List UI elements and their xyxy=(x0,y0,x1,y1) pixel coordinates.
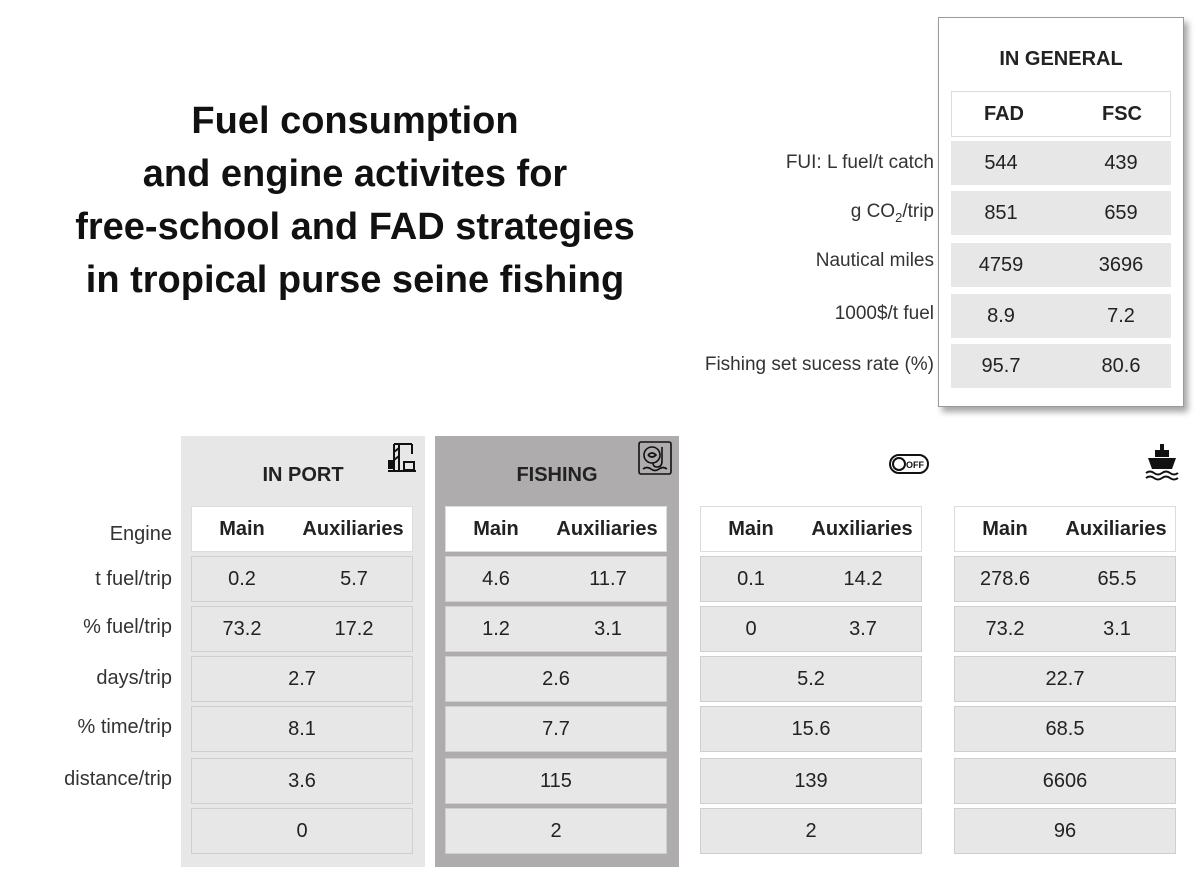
general-row-label xyxy=(851,201,934,225)
engine-header-row xyxy=(445,506,667,552)
value: 2 xyxy=(550,819,562,842)
data-row-distance xyxy=(191,758,413,804)
value: 7.7 xyxy=(542,717,570,740)
value: 5.2 xyxy=(797,667,825,690)
main-value: 0 xyxy=(745,617,757,640)
general-row-label: Nautical miles xyxy=(815,250,934,271)
general-row-label: 1000$/t fuel xyxy=(834,303,934,324)
data-row-pct-time xyxy=(700,706,922,752)
fsc-value: 80.6 xyxy=(1101,354,1141,377)
value: 115 xyxy=(540,769,572,792)
data-row-distance xyxy=(445,758,667,804)
co2-label-tail: /trip xyxy=(902,201,934,222)
crane-icon xyxy=(386,440,418,474)
row-label-t-fuel: t fuel/trip xyxy=(95,568,172,590)
data-row-last xyxy=(954,808,1176,854)
auxiliaries-header: Auxiliaries xyxy=(1065,517,1167,540)
data-row-days xyxy=(445,656,667,702)
row-label-engine: Engine xyxy=(109,523,172,545)
main-value: 0.1 xyxy=(737,567,765,590)
row-label-days: days/trip xyxy=(96,667,172,689)
title-line-3: free-school and FAD strategies xyxy=(75,206,635,248)
auxiliaries-value: 11.7 xyxy=(589,567,627,590)
data-row-t-fuel xyxy=(445,556,667,602)
fsc-header: FSC xyxy=(1102,102,1142,125)
general-row-label: FUI: L fuel/t catch xyxy=(785,152,934,173)
title-line-4: in tropical purse seine fishing xyxy=(85,259,625,301)
auxiliaries-header: Auxiliaries xyxy=(556,517,658,540)
auxiliaries-value: 14.2 xyxy=(843,567,883,590)
fad-value: 544 xyxy=(984,151,1018,174)
data-row-t-fuel xyxy=(191,556,413,602)
auxiliaries-value: 3.1 xyxy=(594,617,622,640)
value: 8.1 xyxy=(288,717,316,740)
auxiliaries-value: 5.7 xyxy=(340,567,368,590)
data-row-t-fuel xyxy=(954,556,1176,602)
general-panel xyxy=(938,17,1184,407)
panel-title: IN PORT xyxy=(262,464,344,486)
value: 15.6 xyxy=(791,717,831,740)
general-row xyxy=(951,344,1171,390)
data-row-days xyxy=(191,656,413,702)
general-row-label: Fishing set sucess rate (%) xyxy=(704,354,934,375)
value: 2 xyxy=(805,819,817,842)
value: 0 xyxy=(296,819,308,842)
auxiliaries-value: 17.2 xyxy=(334,617,374,640)
data-row-pct-fuel xyxy=(191,606,413,652)
row-label-pct-fuel: % fuel/trip xyxy=(83,616,172,638)
data-row-last xyxy=(191,808,413,854)
value: 139 xyxy=(794,769,828,792)
auxiliaries-header: Auxiliaries xyxy=(811,517,913,540)
panel-engine-off xyxy=(690,436,934,867)
auxiliaries-value: 3.1 xyxy=(1103,617,1131,640)
data-row-pct-time xyxy=(445,706,667,752)
value: 2.7 xyxy=(288,667,316,690)
value: 96 xyxy=(1053,819,1077,842)
fad-value: 8.9 xyxy=(987,304,1015,327)
co2-label-main: g CO xyxy=(850,201,896,222)
value: 22.7 xyxy=(1045,667,1085,690)
data-row-distance xyxy=(700,758,922,804)
data-row-pct-fuel xyxy=(445,606,667,652)
main-value: 1.2 xyxy=(482,617,510,640)
fad-value: 851 xyxy=(984,201,1018,224)
panel-title: FISHING xyxy=(516,464,598,486)
general-row xyxy=(951,243,1171,289)
fsc-value: 659 xyxy=(1104,201,1138,224)
data-row-pct-time xyxy=(954,706,1176,752)
data-row-distance xyxy=(954,758,1176,804)
ship-icon xyxy=(1144,442,1180,482)
co2-label-subscript: 2 xyxy=(895,209,903,225)
data-row-pct-fuel xyxy=(954,606,1176,652)
title-line-1: Fuel consumption xyxy=(191,100,519,142)
main-value: 278.6 xyxy=(979,567,1031,590)
main-header: Main xyxy=(982,517,1028,540)
data-row-days xyxy=(700,656,922,702)
main-value: 0.2 xyxy=(228,567,256,590)
row-label-pct-time: % time/trip xyxy=(77,716,172,738)
data-row-pct-fuel xyxy=(700,606,922,652)
main-value: 4.6 xyxy=(482,567,510,590)
panel-sailing xyxy=(944,436,1188,867)
fsc-value: 3696 xyxy=(1098,253,1144,276)
engine-header-row xyxy=(191,506,413,552)
auxiliaries-value: 3.7 xyxy=(849,617,877,640)
fad-value: 4759 xyxy=(978,253,1024,276)
value: 3.6 xyxy=(288,769,316,792)
data-row-days xyxy=(954,656,1176,702)
main-header: Main xyxy=(473,517,519,540)
value: 2.6 xyxy=(542,667,570,690)
general-title: IN GENERAL xyxy=(999,48,1123,70)
data-row-last xyxy=(700,808,922,854)
general-row xyxy=(951,141,1171,187)
panel-fishing xyxy=(435,436,679,867)
general-row xyxy=(951,294,1171,340)
main-header: Main xyxy=(219,517,265,540)
fsc-value: 7.2 xyxy=(1107,304,1135,327)
engine-header-row xyxy=(954,506,1176,552)
main-header: Main xyxy=(728,517,774,540)
auxiliaries-value: 65.5 xyxy=(1097,567,1137,590)
fad-header: FAD xyxy=(984,102,1024,125)
page-title xyxy=(40,95,670,307)
main-value: 73.2 xyxy=(222,617,262,640)
off-switch-icon xyxy=(889,454,929,474)
data-row-last xyxy=(445,808,667,854)
row-label-distance: distance/trip xyxy=(64,768,172,790)
engine-header-row xyxy=(700,506,922,552)
fad-value: 95.7 xyxy=(981,354,1021,377)
fsc-value: 439 xyxy=(1104,151,1138,174)
data-row-t-fuel xyxy=(700,556,922,602)
general-header-row xyxy=(951,91,1171,137)
fishing-hook-icon xyxy=(638,441,672,475)
value: 6606 xyxy=(1042,769,1088,792)
data-row-pct-time xyxy=(191,706,413,752)
panel-in-port xyxy=(181,436,425,867)
general-row xyxy=(951,191,1171,237)
auxiliaries-header: Auxiliaries xyxy=(302,517,404,540)
value: 68.5 xyxy=(1045,717,1085,740)
main-value: 73.2 xyxy=(985,617,1025,640)
svg-text:OFF: OFF xyxy=(906,460,924,470)
title-line-2: and engine activites for xyxy=(142,153,568,195)
